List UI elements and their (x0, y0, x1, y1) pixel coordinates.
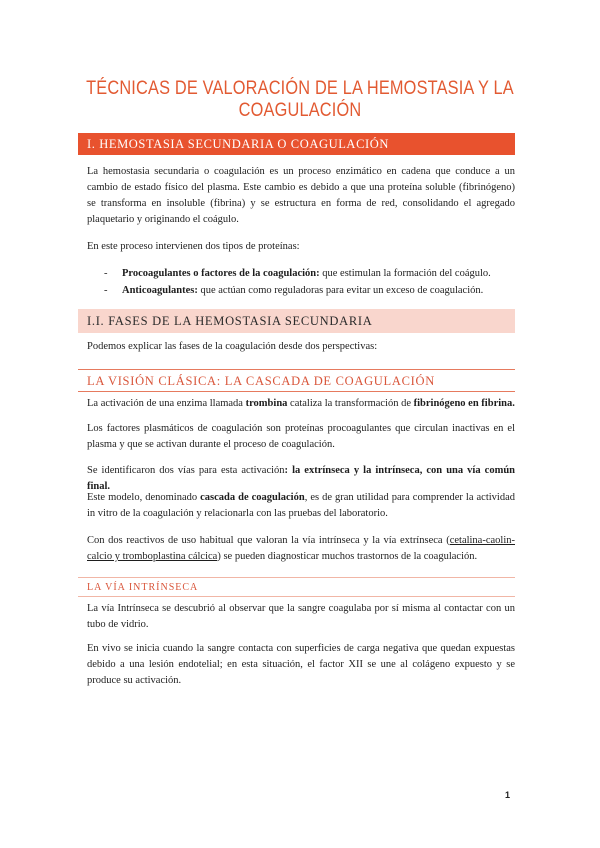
underlined-term: cetalina-caolin-calcio y tromboplastina cálcica (87, 535, 515, 562)
paragraph-reactivos (87, 533, 515, 565)
bullet-item-procoagulantes (122, 266, 517, 282)
text-run: Se identificaron dos vías para esta activación (87, 465, 285, 476)
bold-term: : la extrínseca y la intrínseca, con una vía común final. (87, 465, 515, 492)
bold-term: cascada de coagulación (200, 492, 305, 503)
text-run: ) se pueden diagnosticar muchos trastornos de la coagulación. (217, 551, 478, 562)
text-run: Este modelo, denominado (87, 492, 201, 503)
bullet-item-anticoagulantes (122, 283, 517, 299)
heading-via-intrinseca: LA VÍA INTRÍNSECA (87, 582, 199, 593)
bullet-description: que estimulan la formación del coágulo. (319, 268, 491, 279)
bullet-term: Anticoagulantes: (122, 285, 198, 296)
text-run: La activación de una enzima llamada (87, 398, 246, 409)
document-title: TÉCNICAS DE VALORACIÓN DE LA HEMOSTASIA Y LA COAGULACIÓN (86, 78, 514, 121)
paragraph-protein-types: En este proceso intervienen dos tipos de proteínas: (87, 241, 300, 252)
subsection-heading-fases: I.I. FASES DE LA HEMOSTASIA SECUNDARIA (78, 309, 515, 333)
text-run: cataliza la transformación de (287, 398, 414, 409)
text-run: , es de gran utilidad para comprender la actividad in vitro de la coagulación y relacionarla con las pruebas del laboratorio. (87, 492, 515, 519)
bullet-description: que actúan como reguladoras para evitar un exceso de coagulación. (197, 285, 484, 296)
paragraph-descubrimiento: La vía Intrínseca se descubrió al observar que la sangre coagulaba por sí misma al contactar con un tubo de vidrio. (87, 603, 515, 630)
heading-rule (78, 577, 515, 578)
paragraph-factores-plasmaticos: Los factores plasmáticos de coagulación son proteínas procoagulantes que circulan inactivas en el plasma y que se activan durante el proceso de coagulación. (87, 423, 515, 450)
page-number: 1 (505, 790, 511, 800)
section-heading-hemostasia-secundaria: I. HEMOSTASIA SECUNDARIA O COAGULACIÓN (78, 133, 515, 155)
paragraph-trombina (87, 396, 515, 412)
bold-term: trombina (245, 398, 288, 409)
bold-term: fibrinógeno en fibrina. (413, 398, 515, 409)
paragraph-inicio-in-vivo: En vivo se inicia cuando la sangre contacta con superficies de carga negativa que quedan expuestas debido a una lesión endotelial; en esta situación, el factor XII se une al colágeno expuesto y se produce su activación. (87, 643, 515, 686)
bullet-dash: - (104, 268, 108, 279)
text-run: Con dos reactivos de uso habitual que valoran la vía intrínseca y la vía extrínseca ( (87, 535, 450, 546)
bullet-term: Procoagulantes o factores de la coagulación: (122, 268, 320, 279)
heading-rule (78, 596, 515, 597)
paragraph-perspectives: Podemos explicar las fases de la coagulación desde dos perspectivas: (87, 341, 378, 352)
heading-rule (78, 369, 515, 370)
heading-vision-clasica: LA VISIÓN CLÁSICA: LA CASCADA DE COAGULACIÓN (87, 374, 435, 388)
heading-rule (78, 391, 515, 392)
paragraph-cascada (87, 490, 515, 522)
paragraph-definition: La hemostasia secundaria o coagulación es un proceso enzimático en cadena que conduce a un cambio de estado físico del plasma. Este cambio es debido a que una proteína soluble (fibrinógeno) se transforma en insoluble (fibrina) y se estructura en forma de red, consolidando el agregado plaquetario y originando el coágulo. (87, 166, 515, 225)
bullet-dash: - (104, 285, 108, 296)
